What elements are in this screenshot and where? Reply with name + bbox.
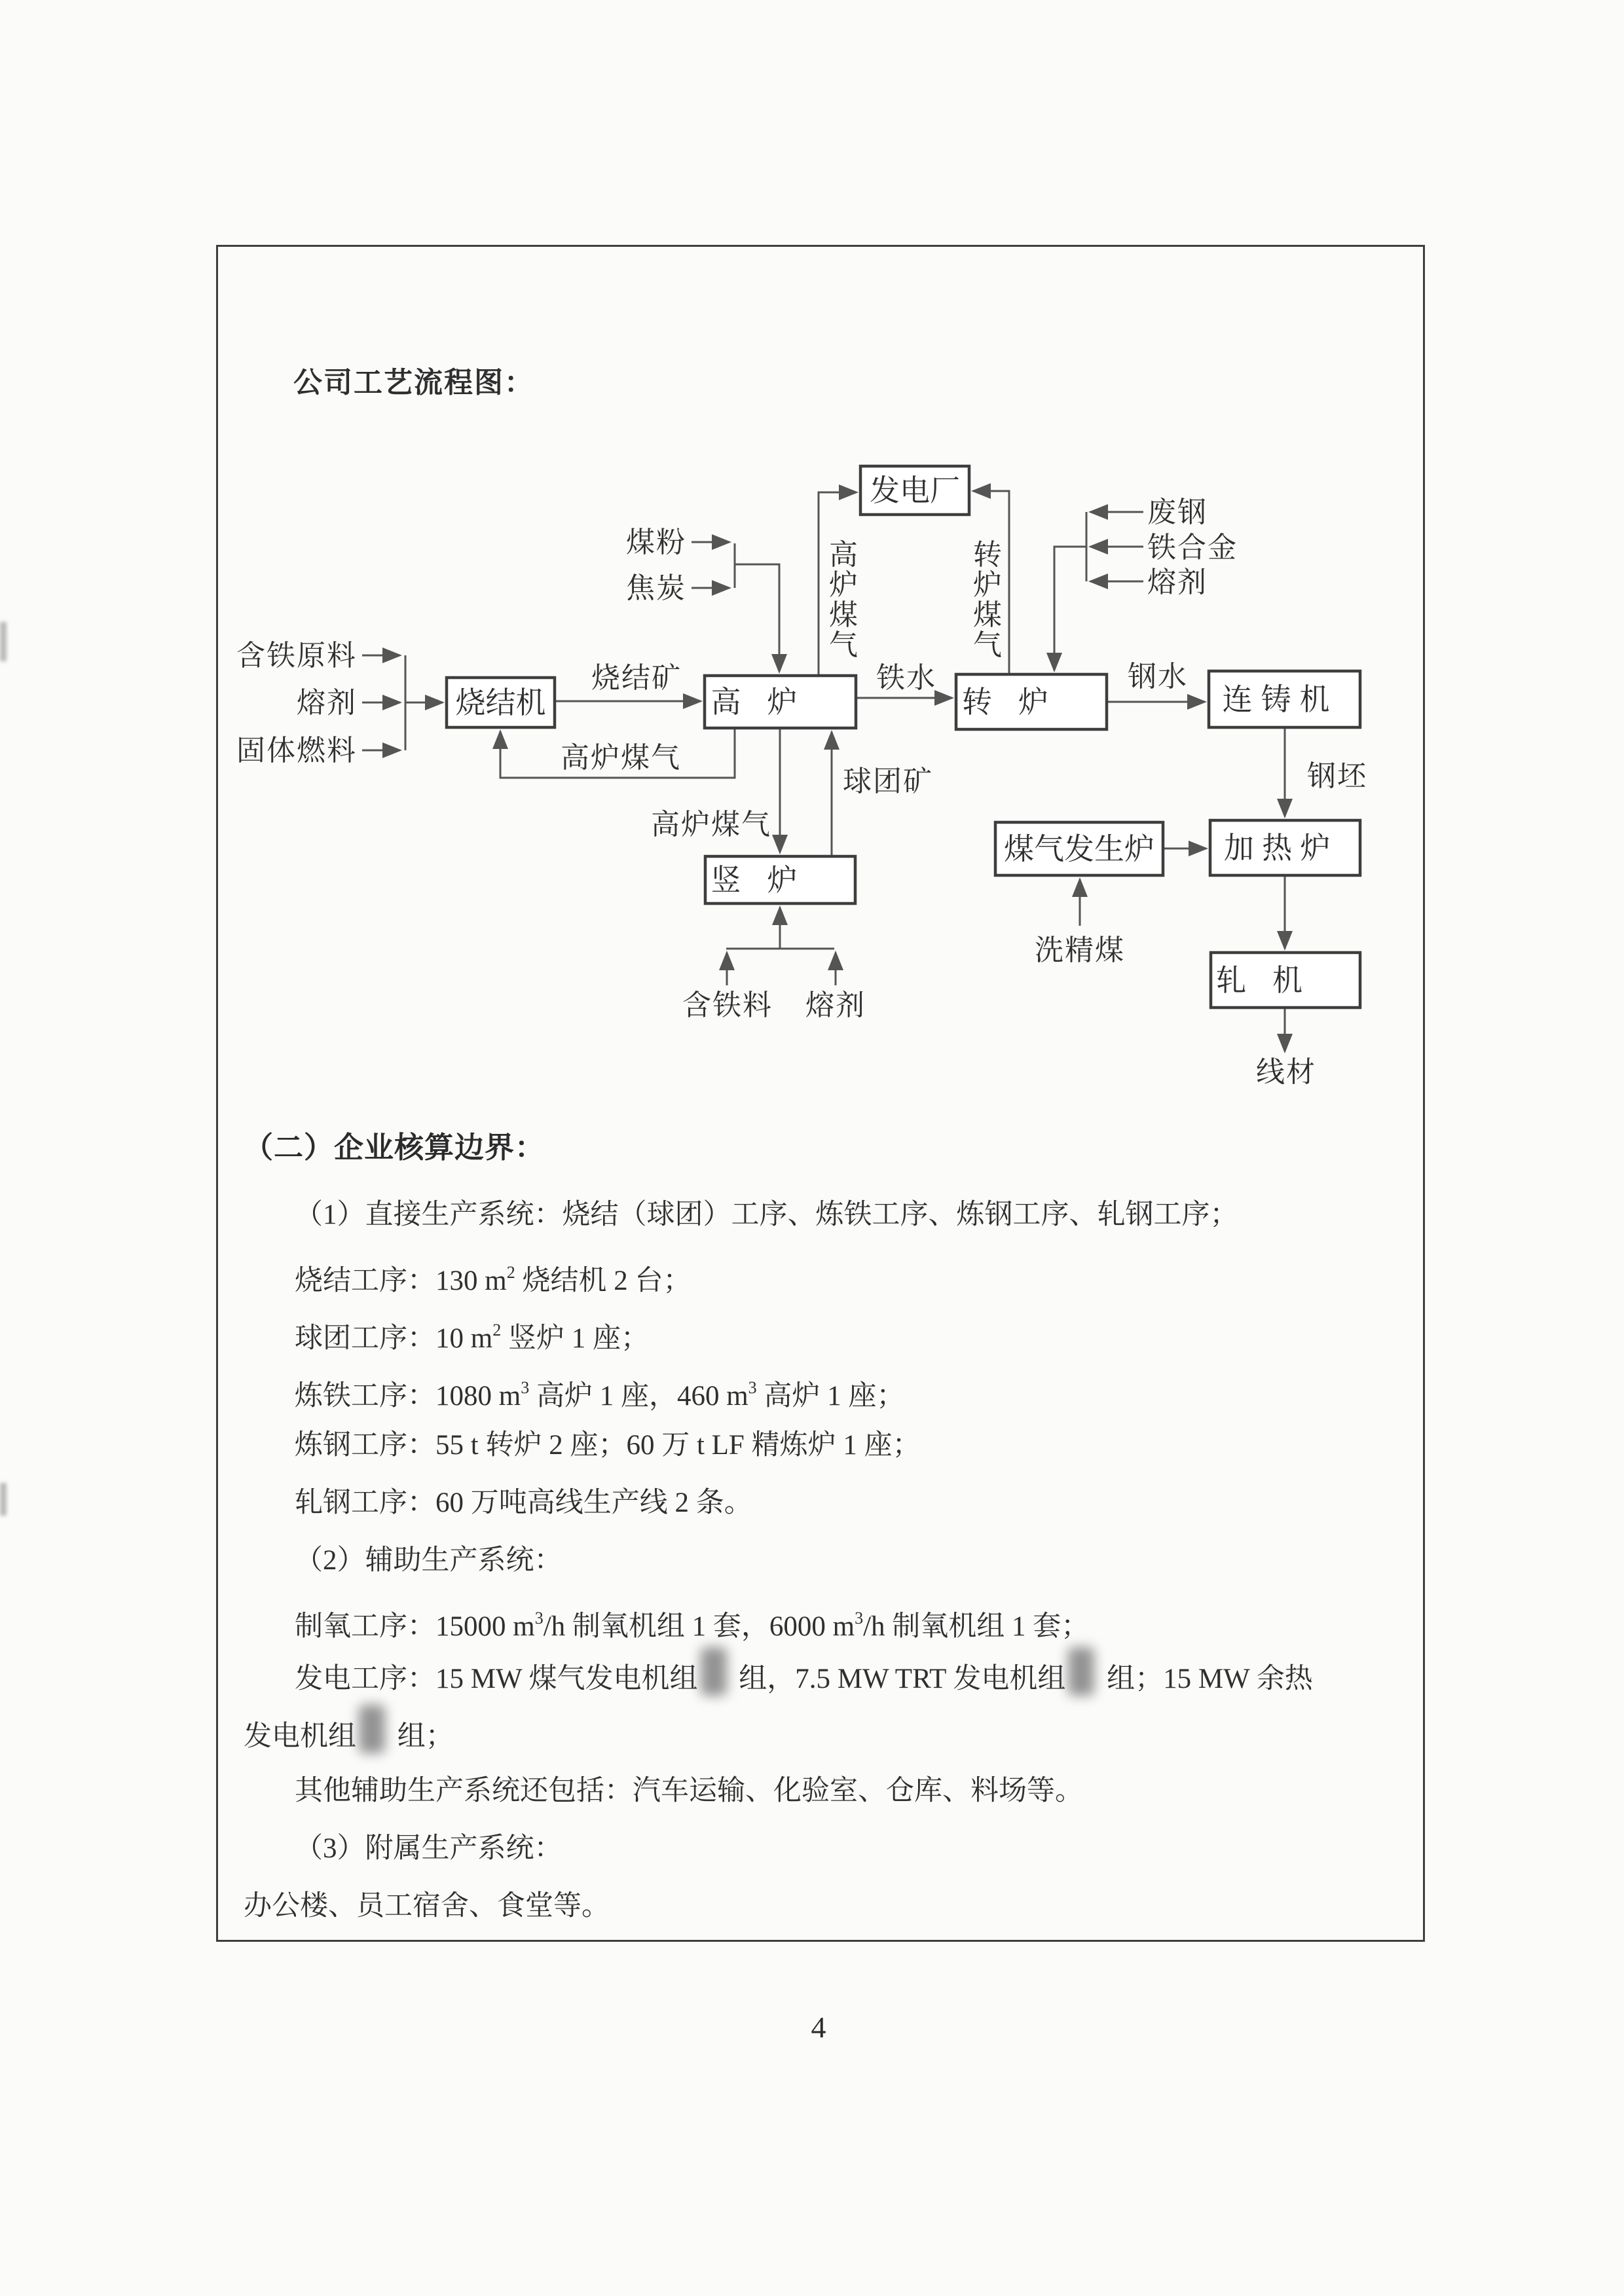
flow-label-molten-steel: 钢水 — [1128, 661, 1188, 693]
flow-edge-collector-to-converter — [1054, 547, 1086, 670]
page-number: 4 — [811, 2011, 826, 2044]
flow-label-flux-left: 熔剂 — [297, 687, 357, 719]
process-box-label: 发电厂 — [870, 474, 960, 507]
process-box-sintering-machine — [447, 678, 555, 727]
body-line: 炼钢工序：55 t 转炉 2 座；60 万 t LF 精炼炉 1 座； — [295, 1430, 921, 1461]
redaction-blur — [359, 1705, 385, 1753]
flow-label-wire-rod: 线材 — [1256, 1056, 1316, 1088]
body-line: 制氧工序：15000 $m^3/h$ 制氧机组 1 套，6000 $m^3/h$ 制氧机组 1 套； — [295, 1609, 1090, 1642]
process-box-blast-furnace — [705, 676, 856, 728]
process-box-label: 轧机 — [1216, 964, 1329, 997]
process-box-shaft-furnace — [705, 856, 855, 903]
body-line: 其他辅助生产系统还包括：汽车运输、化验室、仓库、料场等。 — [295, 1776, 1083, 1806]
body-line: 烧结工序：130 $m^2$ 烧结机 2 台； — [295, 1263, 692, 1296]
flow-label-sintered-ore: 烧结矿 — [591, 662, 682, 694]
process-box-label: 高炉 — [710, 685, 824, 719]
flow-label-converter-gas-vertical: 转炉煤气 — [973, 539, 1002, 661]
flow-label-coal-powder: 煤粉 — [626, 526, 686, 558]
flow-label-solid-fuel: 固体燃料 — [236, 735, 357, 767]
flow-label-bf-gas-vertical: 高炉煤气 — [829, 539, 858, 661]
scan-artifact — [0, 1483, 7, 1516]
process-box-label: 烧结机 — [455, 686, 546, 720]
body-line: （2）辅助生产系统： — [295, 1545, 563, 1576]
body-text — [244, 1186, 1416, 1935]
flow-label-iron-material: 含铁料 — [682, 989, 773, 1021]
process-box-label: 加热炉 — [1223, 831, 1338, 865]
process-box-converter — [956, 674, 1107, 729]
process-box-rolling-mill — [1211, 953, 1360, 1008]
redaction-blur — [701, 1647, 727, 1696]
process-box-power-plant — [860, 466, 969, 515]
process-box-label: 煤气发生炉 — [1004, 832, 1154, 866]
process-box-label: 竖炉 — [710, 864, 824, 897]
body-line: （3）附属生产系统： — [295, 1833, 563, 1864]
flow-edge-coal-coke-to-blast — [735, 564, 779, 672]
flow-label-flux-bottom: 熔剂 — [805, 989, 866, 1021]
flow-label-flux-right: 熔剂 — [1147, 566, 1208, 598]
body-line: 发电工序：15 MW 煤气发电机组 组，7.5 MW TRT 发电机组 组；15 MW 余热 — [244, 1647, 1416, 1705]
body-line: 炼铁工序：1080 $m^3$ 高炉 1 座，460 $m^3$ 高炉 1 座； — [295, 1378, 905, 1412]
flow-label-bf-gas-down: 高炉煤气 — [651, 809, 771, 841]
body-line: 发电机组 组； — [244, 1705, 1416, 1762]
process-box-gas-generator — [995, 822, 1163, 875]
body-line: 办公楼、员工宿舍、食堂等。 — [244, 1891, 610, 1922]
process-box-reheating-furnace — [1210, 820, 1360, 875]
page-title: 公司工艺流程图： — [293, 367, 534, 399]
scan-artifact — [0, 622, 7, 661]
flow-label-washed-coal: 洗精煤 — [1035, 934, 1125, 966]
flow-label-coke: 焦炭 — [626, 572, 686, 604]
process-box-continuous-caster — [1209, 671, 1360, 727]
body-line: 球团工序：10 $m^2$ 竖炉 1 座； — [295, 1321, 649, 1354]
flow-label-bf-gas-loop: 高炉煤气 — [561, 742, 681, 774]
section-heading: （二）企业核算边界： — [244, 1131, 545, 1164]
process-box-label: 转炉 — [962, 685, 1075, 719]
body-line: （1）直接生产系统：烧结（球团）工序、炼铁工序、炼钢工序、轧钢工序； — [295, 1199, 1238, 1230]
body-line: 轧钢工序：60 万吨高线生产线 2 条。 — [295, 1487, 752, 1518]
flow-label-molten-iron: 铁水 — [876, 662, 936, 694]
flow-label-scrap-steel: 废钢 — [1147, 496, 1208, 528]
flow-label-steel-billet: 钢坯 — [1307, 760, 1367, 792]
flow-label-iron-raw-material: 含铁原料 — [236, 640, 357, 672]
flow-label-ferroalloy: 铁合金 — [1147, 532, 1238, 564]
flow-label-pellet-ore: 球团矿 — [843, 765, 933, 797]
redaction-blur — [1068, 1647, 1094, 1696]
process-box-label: 连铸机 — [1222, 683, 1338, 716]
